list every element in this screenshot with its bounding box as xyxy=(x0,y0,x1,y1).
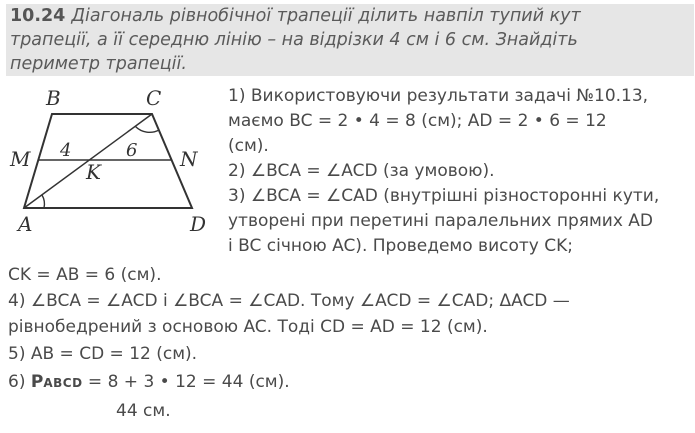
problem-line-1: 10.24 Діагональ рівнобічної трапеції ділить навпіл тупий кут xyxy=(10,6,581,26)
problem-line-3: периметр трапеції. xyxy=(10,54,187,74)
label-a: A xyxy=(18,212,33,236)
perimeter-symbol: P xyxy=(30,372,44,392)
label-n: N xyxy=(180,147,198,171)
solution-line-6: утворені при перетині паралельних прямих AD xyxy=(228,211,654,231)
problem-number: 10.24 xyxy=(10,6,66,26)
solution-line-2: маємо BC = 2 • 4 = 8 (см); AD = 2 • 6 = 12 xyxy=(228,111,607,131)
solution-line-7: і BC січною AC). Проведемо висоту CK; xyxy=(228,236,573,256)
solution-line-9: 4) ∠BCA = ∠ACD і ∠BCA = ∠CAD. Тому ∠ACD = ∠CAD; ΔACD — xyxy=(8,291,570,311)
solution-line-1: 1) Використовуючи результати задачі №10.13, xyxy=(228,86,649,106)
label-d: D xyxy=(190,212,207,236)
label-c: C xyxy=(146,86,162,110)
solution-line-4: 2) ∠BCA = ∠ACD (за умовою). xyxy=(228,161,495,181)
trapezoid-diagram xyxy=(4,82,224,238)
angle-arc-c xyxy=(135,126,159,132)
angle-arc-a xyxy=(42,195,44,208)
perimeter-subscript: ABCD xyxy=(43,376,83,390)
label-b: B xyxy=(46,86,61,110)
segment-label-4: 4 xyxy=(60,140,72,161)
solution-line-12: 6) PABCD = 8 + 3 • 12 = 44 (см). xyxy=(8,372,290,392)
label-k: K xyxy=(86,160,101,184)
solution-line-3: (см). xyxy=(228,136,269,156)
trapezoid-outline xyxy=(24,114,192,208)
solution-line-5: 3) ∠BCA = ∠CAD (внутрішні різносторонні кути, xyxy=(228,186,660,206)
solution-line-11: 5) AB = CD = 12 (см). xyxy=(8,344,198,364)
problem-statement xyxy=(6,4,694,76)
segment-label-6: 6 xyxy=(126,140,138,161)
problem-line-2: трапеції, а її середню лінію – на відрізки 4 см і 6 см. Знайдіть xyxy=(10,30,578,50)
solution-line-10: рівнобедрений з основою AC. Тоді CD = AD = 12 (см). xyxy=(8,317,488,337)
solution-line-8: CK = AB = 6 (см). xyxy=(8,265,162,285)
label-m: M xyxy=(10,147,31,171)
answer: 44 см. xyxy=(116,401,171,421)
